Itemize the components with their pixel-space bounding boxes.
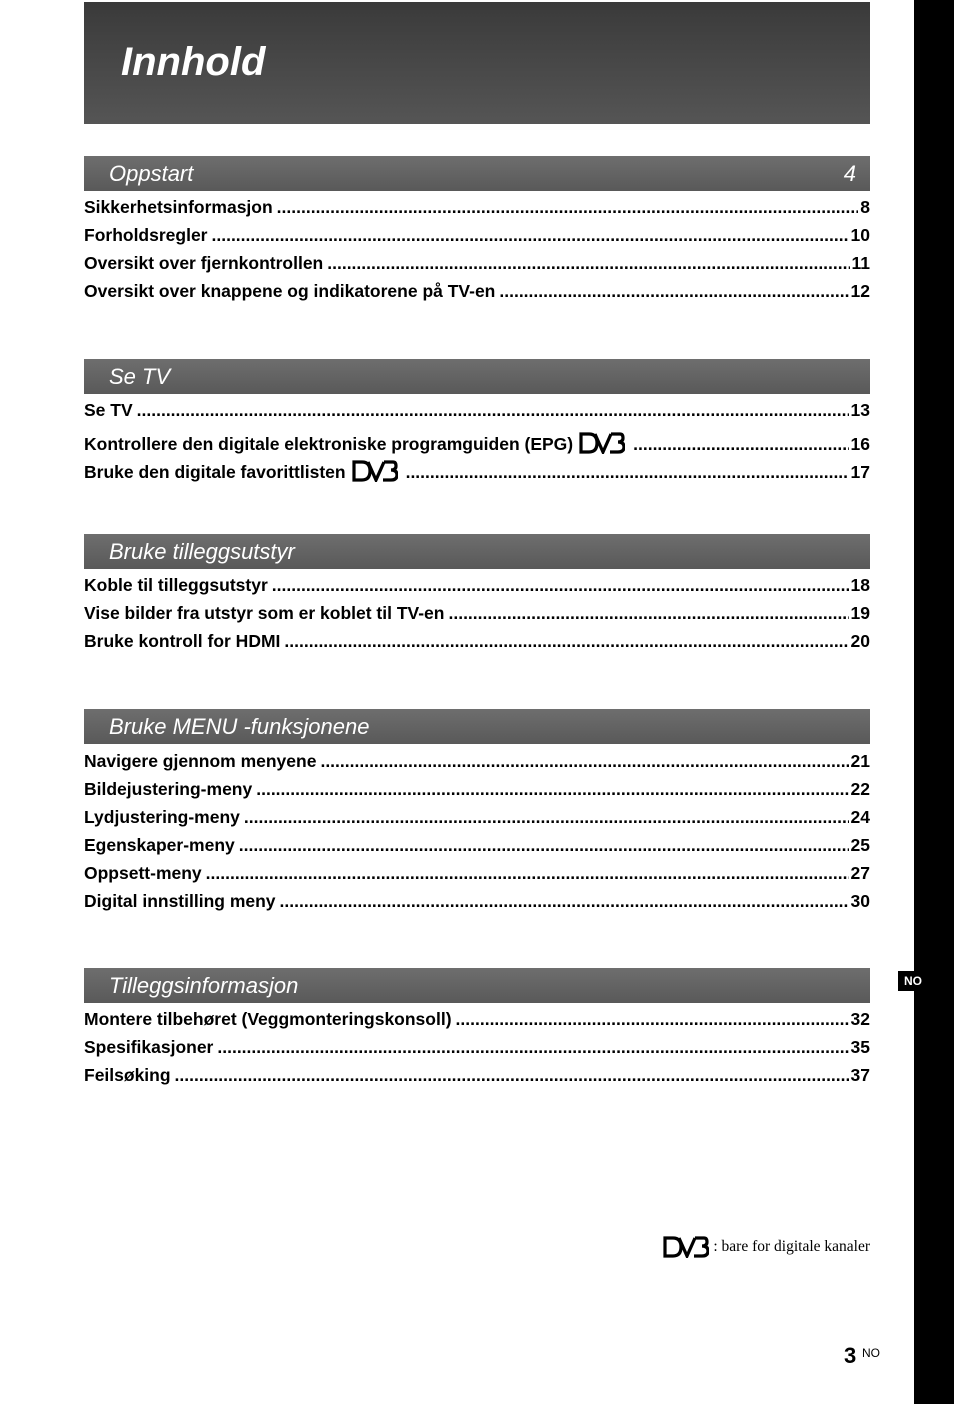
toc-entry[interactable] <box>84 751 870 779</box>
page-language-suffix: NO <box>862 1346 880 1360</box>
leader-dots <box>633 434 848 455</box>
footnote-text: : bare for digitale kanaler <box>713 1238 870 1255</box>
toc-entry-text: Oppsett-meny <box>84 863 202 883</box>
toc-entry-page: 17 <box>850 462 870 482</box>
toc-entry[interactable] <box>84 281 870 309</box>
toc-entry[interactable] <box>84 891 870 919</box>
leader-dots <box>239 835 849 856</box>
toc-entry-text: Oversikt over fjernkontrollen <box>84 253 324 273</box>
section-header-bruke-tilleggsutstyr <box>84 534 870 569</box>
toc-entry-page: 19 <box>850 603 870 623</box>
toc-entry-text: Bildejustering-meny <box>84 779 253 799</box>
leader-dots <box>277 197 859 218</box>
dvb-icon <box>579 432 625 454</box>
section-title: Bruke tilleggsutstyr <box>109 538 295 564</box>
toc-entry-text: Koble til tilleggsutstyr <box>84 575 268 595</box>
toc-entry-text: Navigere gjennom menyene <box>84 751 317 771</box>
section-header-se-tv <box>84 359 870 394</box>
toc-entry-page: 8 <box>860 197 870 217</box>
language-tab: NO <box>898 971 954 991</box>
leader-dots <box>137 400 849 421</box>
toc-entry[interactable] <box>84 631 870 659</box>
toc-entry-page: 30 <box>850 891 870 911</box>
leader-dots <box>406 462 849 483</box>
dvb-icon <box>352 460 398 482</box>
toc-entry-page: 12 <box>850 281 870 301</box>
toc-entry[interactable] <box>84 863 870 891</box>
toc-entry[interactable] <box>84 456 870 484</box>
toc-list-se-tv <box>84 400 870 484</box>
leader-dots <box>217 1037 848 1058</box>
toc-entry[interactable] <box>84 807 870 835</box>
page-number: 3 <box>844 1343 857 1368</box>
toc-entry-page: 13 <box>850 400 870 420</box>
section-page: 4 <box>843 160 856 186</box>
toc-entry-page: 10 <box>850 225 870 245</box>
toc-entry[interactable] <box>84 835 870 863</box>
toc-entry-page: 32 <box>850 1009 870 1029</box>
toc-entry-page: 20 <box>850 631 870 651</box>
toc-entry[interactable] <box>84 253 870 281</box>
section-title: Oppstart <box>109 160 194 186</box>
section-header-oppstart <box>84 156 870 191</box>
leader-dots <box>206 863 849 884</box>
toc-entry[interactable] <box>84 428 870 456</box>
toc-entry[interactable] <box>84 779 870 807</box>
leader-dots <box>272 575 849 596</box>
leader-dots <box>244 807 849 828</box>
toc-entry-text: Kontrollere den digitale elektroniske programguiden (EPG) <box>84 434 574 454</box>
section-title: Tilleggsinformasjon <box>109 972 299 998</box>
toc-entry-text: Bruke den digitale favorittlisten <box>84 462 346 482</box>
toc-list-bruke-menu <box>84 751 870 919</box>
toc-list-oppstart <box>84 197 870 309</box>
toc-entry[interactable] <box>84 1065 870 1093</box>
leader-dots <box>320 751 848 772</box>
toc-entry-page: 21 <box>850 751 870 771</box>
section-header-tilleggsinformasjon <box>84 968 870 1003</box>
section-title: Bruke MENU -funksjonene <box>109 713 370 739</box>
toc-entry[interactable] <box>84 603 870 631</box>
toc-entry-page: 24 <box>850 807 870 827</box>
section-header-bruke-menu <box>84 709 870 744</box>
toc-entry-text: Egenskaper-meny <box>84 835 235 855</box>
toc-entry[interactable] <box>84 225 870 253</box>
toc-entry-text: Feilsøking <box>84 1065 171 1085</box>
leader-dots <box>448 603 848 624</box>
toc-entry-text: Sikkerhetsinformasjon <box>84 197 273 217</box>
toc-entry-page: 16 <box>850 434 870 454</box>
toc-entry-page: 18 <box>850 575 870 595</box>
toc-entry-page: 27 <box>850 863 870 883</box>
toc-entry-text: Oversikt over knappene og indikatorene på TV-en <box>84 281 496 301</box>
toc-entry-text: Se TV <box>84 400 133 420</box>
title-banner <box>84 2 870 124</box>
page-title: Innhold <box>121 40 266 84</box>
leader-dots <box>175 1065 849 1086</box>
toc-entry[interactable] <box>84 1037 870 1065</box>
toc-entry-text: Bruke kontroll for HDMI <box>84 631 281 651</box>
leader-dots <box>284 631 848 652</box>
toc-entry-page: 37 <box>850 1065 870 1085</box>
dvb-icon <box>663 1236 709 1258</box>
toc-entry-text: Digital innstilling meny <box>84 891 276 911</box>
footnote <box>663 1236 870 1258</box>
leader-dots <box>327 253 849 274</box>
toc-entry-text: Lydjustering-meny <box>84 807 240 827</box>
toc-entry-text: Vise bilder fra utstyr som er koblet til TV-en <box>84 603 445 623</box>
leader-dots <box>280 891 849 912</box>
toc-entry-page: 11 <box>851 253 870 273</box>
toc-entry-page: 35 <box>850 1037 870 1057</box>
toc-entry[interactable] <box>84 1009 870 1037</box>
leader-dots <box>456 1009 849 1030</box>
leader-dots <box>212 225 849 246</box>
toc-list-tilleggsinformasjon <box>84 1009 870 1093</box>
leader-dots <box>256 779 848 800</box>
side-bar <box>914 0 954 1404</box>
toc-entry-page: 22 <box>850 779 870 799</box>
toc-list-bruke-tilleggsutstyr <box>84 575 870 659</box>
toc-entry-text: Forholdsregler <box>84 225 208 245</box>
toc-entry-text: Spesifikasjoner <box>84 1037 214 1057</box>
toc-entry-text: Montere tilbehøret (Veggmonteringskonsoll) <box>84 1009 452 1029</box>
toc-entry-page: 25 <box>850 835 870 855</box>
toc-entry[interactable] <box>84 197 870 225</box>
section-title: Se TV <box>109 363 171 389</box>
leader-dots <box>499 281 848 302</box>
toc-entry[interactable] <box>84 575 870 603</box>
toc-entry[interactable] <box>84 400 870 428</box>
